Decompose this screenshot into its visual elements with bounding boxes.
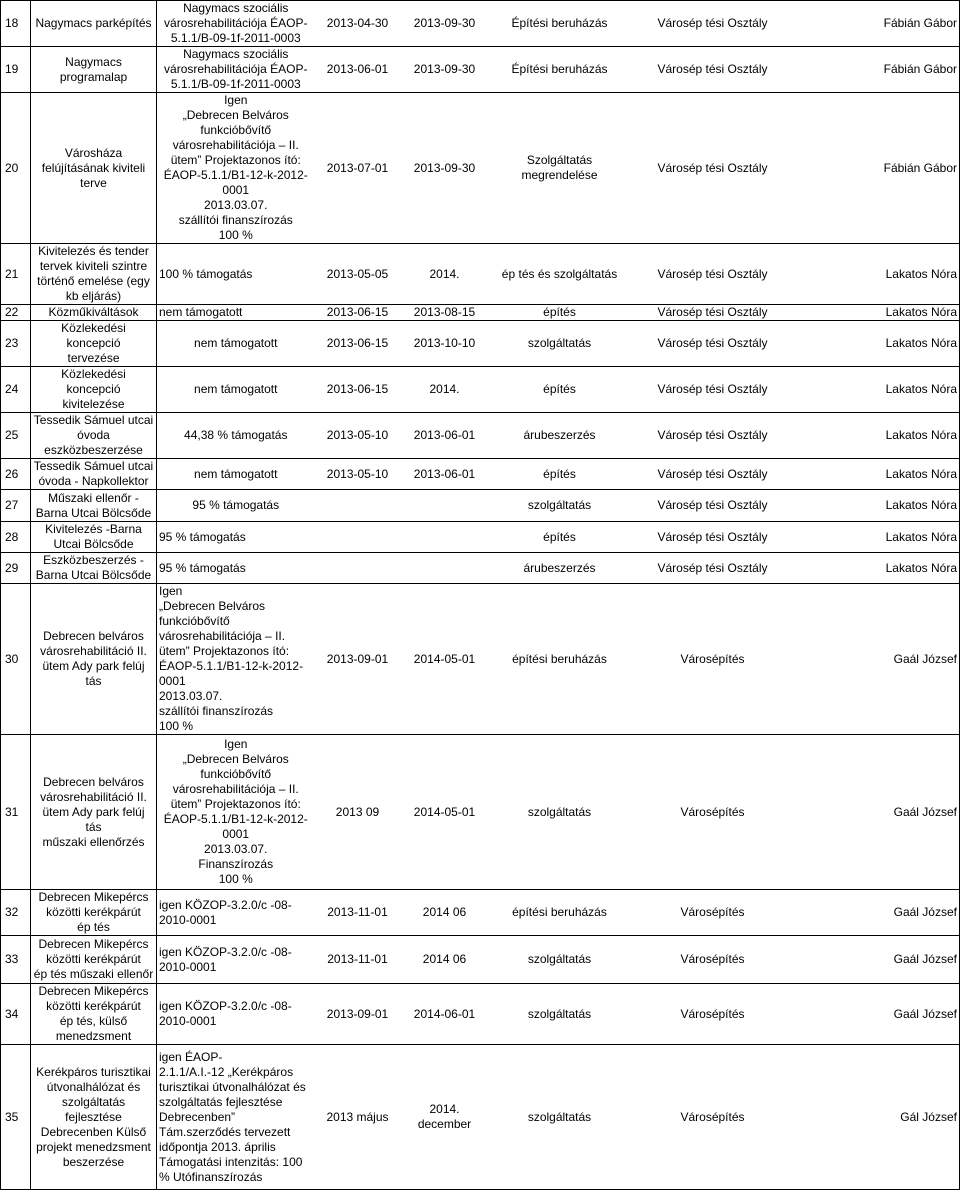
start-date: 2013-09-01 xyxy=(315,584,401,735)
end-date: 2014 06 xyxy=(401,936,489,984)
end-date: 2013-06-01 xyxy=(401,459,489,490)
procurement-type: Szolgáltatás megrendelése xyxy=(489,93,631,244)
table-row xyxy=(1,367,960,413)
responsible-person: Gaál József xyxy=(795,936,960,984)
procurement-type: szolgáltatás xyxy=(489,984,631,1045)
start-date xyxy=(315,522,401,553)
project-name: Debrecen Mikepércs közötti kerékpárút ép tés, külső menedzsment xyxy=(31,984,157,1045)
responsible-person: Gaál József xyxy=(795,984,960,1045)
row-number: 29 xyxy=(1,553,31,584)
department: Városépítés xyxy=(631,936,795,984)
start-date: 2013-06-15 xyxy=(315,305,401,321)
procurement-type: építési beruházás xyxy=(489,584,631,735)
department: Városépítés xyxy=(631,735,795,890)
procurement-type: árubeszerzés xyxy=(489,553,631,584)
funding-info: Nagymacs szociális városrehabilitációja ÉAOP- 5.1.1/B-09-1f-2011-0003 xyxy=(157,1,315,47)
responsible-person: Fábián Gábor xyxy=(795,93,960,244)
procurement-type: építés xyxy=(489,367,631,413)
responsible-person: Lakatos Nóra xyxy=(795,553,960,584)
project-name: Kivitelezés -Barna Utcai Bölcsőde xyxy=(31,522,157,553)
end-date: 2013-08-15 xyxy=(401,305,489,321)
row-number: 23 xyxy=(1,321,31,367)
project-name: Debrecen belváros városrehabilitáció II. ütem Ady park felúj tás műszaki ellenőrzés xyxy=(31,735,157,890)
project-name: Debrecen belváros városrehabilitáció II. ütem Ady park felúj tás xyxy=(31,584,157,735)
end-date: 2014. xyxy=(401,367,489,413)
end-date: 2013-10-10 xyxy=(401,321,489,367)
start-date: 2013-05-10 xyxy=(315,413,401,459)
procurement-type: ép tés és szolgáltatás xyxy=(489,244,631,305)
department: Városép tési Osztály xyxy=(631,244,795,305)
project-name: Közlekedési koncepció kivitelezése xyxy=(31,367,157,413)
funding-info: Igen „Debrecen Belváros funkcióbővítő városrehabilitációja – II. ütem” Projektazonos ító: ÉAOP-5.1.1/B1-12-k-2012- 0001 2013.03.07. Finanszírozás 100 % xyxy=(157,735,315,890)
table-row xyxy=(1,522,960,553)
start-date xyxy=(315,490,401,522)
project-name: Tessedik Sámuel utcai óvoda - Napkollektor xyxy=(31,459,157,490)
responsible-person: Gaál József xyxy=(795,735,960,890)
end-date: 2014-05-01 xyxy=(401,735,489,890)
end-date: 2013-09-30 xyxy=(401,47,489,93)
start-date: 2013-05-05 xyxy=(315,244,401,305)
table-row xyxy=(1,890,960,936)
procurement-type: szolgáltatás xyxy=(489,490,631,522)
funding-info: nem támogatott xyxy=(157,305,315,321)
project-name: Közlekedési koncepció tervezése xyxy=(31,321,157,367)
table-row xyxy=(1,244,960,305)
row-number: 26 xyxy=(1,459,31,490)
funding-info: 44,38 % támogatás xyxy=(157,413,315,459)
table-row xyxy=(1,1,960,47)
end-date: 2014. xyxy=(401,244,489,305)
procurement-type: szolgáltatás xyxy=(489,735,631,890)
row-number: 32 xyxy=(1,890,31,936)
procurement-type: Építési beruházás xyxy=(489,47,631,93)
row-number: 25 xyxy=(1,413,31,459)
start-date: 2013-09-01 xyxy=(315,984,401,1045)
procurement-type: szolgáltatás xyxy=(489,936,631,984)
department: Városépítés xyxy=(631,890,795,936)
procurement-type: építési beruházás xyxy=(489,890,631,936)
table-row xyxy=(1,735,960,890)
row-number: 33 xyxy=(1,936,31,984)
project-name: Nagymacs programalap xyxy=(31,47,157,93)
department: Városép tési Osztály xyxy=(631,459,795,490)
end-date: 2013-09-30 xyxy=(401,93,489,244)
row-number: 19 xyxy=(1,47,31,93)
start-date: 2013 május xyxy=(315,1045,401,1190)
department: Városép tési Osztály xyxy=(631,553,795,584)
funding-info: nem támogatott xyxy=(157,459,315,490)
project-name: Debrecen Mikepércs közötti kerékpárút ép tés xyxy=(31,890,157,936)
project-name: Debrecen Mikepércs közötti kerékpárút ép tés műszaki ellenőr xyxy=(31,936,157,984)
row-number: 21 xyxy=(1,244,31,305)
project-name: Eszközbeszerzés - Barna Utcai Bölcsőde xyxy=(31,553,157,584)
procurement-type: építés xyxy=(489,522,631,553)
department: Városép tési Osztály xyxy=(631,305,795,321)
start-date: 2013 09 xyxy=(315,735,401,890)
funding-info: igen KÖZOP-3.2.0/c -08- 2010-0001 xyxy=(157,890,315,936)
department: Városép tési Osztály xyxy=(631,413,795,459)
department: Városép tési Osztály xyxy=(631,93,795,244)
responsible-person: Lakatos Nóra xyxy=(795,244,960,305)
row-number: 22 xyxy=(1,305,31,321)
project-name: Városháza felújításának kiviteli terve xyxy=(31,93,157,244)
start-date: 2013-07-01 xyxy=(315,93,401,244)
table-row xyxy=(1,459,960,490)
row-number: 24 xyxy=(1,367,31,413)
responsible-person: Gál József xyxy=(795,1045,960,1190)
row-number: 30 xyxy=(1,584,31,735)
end-date xyxy=(401,490,489,522)
project-name: Tessedik Sámuel utcai óvoda eszközbeszerzése xyxy=(31,413,157,459)
procurement-type: árubeszerzés xyxy=(489,413,631,459)
responsible-person: Lakatos Nóra xyxy=(795,367,960,413)
procurement-type: építés xyxy=(489,305,631,321)
department: Városép tési Osztály xyxy=(631,367,795,413)
project-name: Nagymacs parképítés xyxy=(31,1,157,47)
start-date: 2013-06-15 xyxy=(315,321,401,367)
department: Városép tési Osztály xyxy=(631,522,795,553)
table-row xyxy=(1,321,960,367)
department: Városép tési Osztály xyxy=(631,1,795,47)
department: Városép tési Osztály xyxy=(631,47,795,93)
funding-info: igen ÉAOP- 2.1.1/A.I.-12 „Kerékpáros turisztikai útvonalhálózat és szolgáltatás fejlesztése Debrecenben” Tám.szerződés tervezett időpontja 2013. április Támogatási intenzitás: 100 % Utófinanszírozás xyxy=(157,1045,315,1190)
responsible-person: Lakatos Nóra xyxy=(795,305,960,321)
procurement-type: építés xyxy=(489,459,631,490)
responsible-person: Lakatos Nóra xyxy=(795,522,960,553)
procurement-type: szolgáltatás xyxy=(489,1045,631,1190)
funding-info: 95 % támogatás xyxy=(157,553,315,584)
end-date: 2013-06-01 xyxy=(401,413,489,459)
funding-info: Igen „Debrecen Belváros funkcióbővítő városrehabilitációja – II. ütem” Projektazonos ító: ÉAOP-5.1.1/B1-12-k-2012- 0001 2013.03.07. szállítói finanszírozás 100 % xyxy=(157,584,315,735)
table-row xyxy=(1,47,960,93)
responsible-person: Fábián Gábor xyxy=(795,47,960,93)
funding-info: 95 % támogatás xyxy=(157,522,315,553)
funding-info: nem támogatott xyxy=(157,367,315,413)
table-row xyxy=(1,93,960,244)
start-date: 2013-06-01 xyxy=(315,47,401,93)
procurement-type: Építési beruházás xyxy=(489,1,631,47)
table-row xyxy=(1,305,960,321)
procurement-type: szolgáltatás xyxy=(489,321,631,367)
start-date: 2013-05-10 xyxy=(315,459,401,490)
responsible-person: Lakatos Nóra xyxy=(795,413,960,459)
project-name: Közműkiváltások xyxy=(31,305,157,321)
end-date: 2014-06-01 xyxy=(401,984,489,1045)
department: Városépítés xyxy=(631,984,795,1045)
row-number: 35 xyxy=(1,1045,31,1190)
start-date: 2013-04-30 xyxy=(315,1,401,47)
row-number: 28 xyxy=(1,522,31,553)
end-date xyxy=(401,553,489,584)
table-row xyxy=(1,584,960,735)
project-name: Műszaki ellenőr - Barna Utcai Bölcsőde xyxy=(31,490,157,522)
table-row xyxy=(1,1045,960,1190)
responsible-person: Fábián Gábor xyxy=(795,1,960,47)
responsible-person: Lakatos Nóra xyxy=(795,459,960,490)
department: Városép tési Osztály xyxy=(631,321,795,367)
end-date: 2014 06 xyxy=(401,890,489,936)
row-number: 18 xyxy=(1,1,31,47)
funding-info: nem támogatott xyxy=(157,321,315,367)
department: Városépítés xyxy=(631,1045,795,1190)
row-number: 31 xyxy=(1,735,31,890)
responsible-person: Gaál József xyxy=(795,890,960,936)
start-date: 2013-11-01 xyxy=(315,890,401,936)
responsible-person: Lakatos Nóra xyxy=(795,321,960,367)
table-row xyxy=(1,490,960,522)
table-row xyxy=(1,984,960,1045)
start-date: 2013-06-15 xyxy=(315,367,401,413)
end-date: 2014-05-01 xyxy=(401,584,489,735)
start-date xyxy=(315,553,401,584)
department: Városépítés xyxy=(631,584,795,735)
funding-info: igen KÖZOP-3.2.0/c -08- 2010-0001 xyxy=(157,936,315,984)
row-number: 34 xyxy=(1,984,31,1045)
department: Városép tési Osztály xyxy=(631,490,795,522)
end-date xyxy=(401,522,489,553)
funding-info: Igen „Debrecen Belváros funkcióbővítő városrehabilitációja – II. ütem” Projektazonos ító: ÉAOP-5.1.1/B1-12-k-2012- 0001 2013.03.07. szállítói finanszírozás 100 % xyxy=(157,93,315,244)
end-date: 2014. december xyxy=(401,1045,489,1190)
row-number: 20 xyxy=(1,93,31,244)
project-name: Kerékpáros turisztikai útvonalhálózat és szolgáltatás fejlesztése Debrecenben Külső projekt menedzsment beszerzése xyxy=(31,1045,157,1190)
table-row xyxy=(1,936,960,984)
responsible-person: Lakatos Nóra xyxy=(795,490,960,522)
funding-info: 100 % támogatás xyxy=(157,244,315,305)
row-number: 27 xyxy=(1,490,31,522)
end-date: 2013-09-30 xyxy=(401,1,489,47)
funding-info: Nagymacs szociális városrehabilitációja ÉAOP- 5.1.1/B-09-1f-2011-0003 xyxy=(157,47,315,93)
funding-info: 95 % támogatás xyxy=(157,490,315,522)
table-row xyxy=(1,553,960,584)
responsible-person: Gaál József xyxy=(795,584,960,735)
project-name: Kivitelezés és tender tervek kiviteli szintre történő emelése (egy kb eljárás) xyxy=(31,244,157,305)
funding-info: igen KÖZOP-3.2.0/c -08- 2010-0001 xyxy=(157,984,315,1045)
table-row xyxy=(1,413,960,459)
start-date: 2013-11-01 xyxy=(315,936,401,984)
